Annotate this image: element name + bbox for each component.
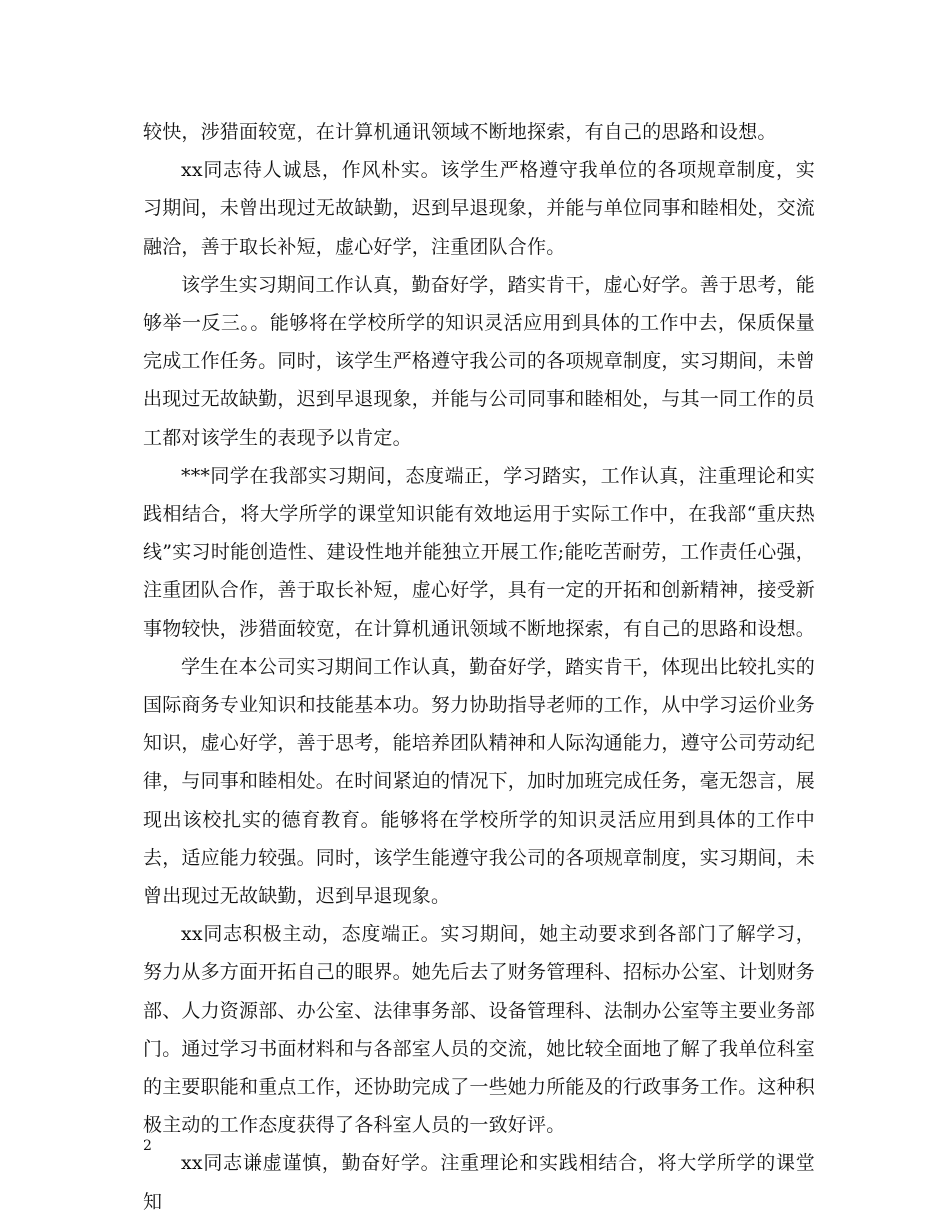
page-number: 2 xyxy=(143,1138,152,1154)
paragraph-continuation: 较快，涉猎面较宽，在计算机通讯领域不断地探索，有自己的思路和设想。 xyxy=(143,121,777,143)
paragraph: ***同学在我部实习期间，态度端正，学习踏实，工作认真，注重理论和实践相结合，将大学所学的课堂知识能有效地运用于实际工作中，在我部“重庆热线”实习时能创造性、建设性地并能独立开展工作;能吃苦耐劳，工作责任心强，注重团队合作，善于取长补短，虚心好学，具有一定的开拓和创新精神，接受新事物较快，涉猎面较宽，在计算机通讯领域不断地探索，有自己的思路和设想。 xyxy=(143,464,816,640)
paragraph-truncated: xx同志谦虚谨慎，勤奋好学。注重理论和实践相结合，将大学所学的课堂知 xyxy=(143,1152,815,1213)
paragraph: 学生在本公司实习期间工作认真，勤奋好学，踏实肯干，体现出比较扎实的国际商务专业知识和技能基本功。努力协助指导老师的工作，从中学习运价业务知识，虚心好学，善于思考，能培养团队精神和人际沟通能力，遵守公司劳动纪律，与同事和睦相处。在时间紧迫的情况下，加时加班完成任务，毫无怨言，展现出该校扎实的德育教育。能够将在学校所学的知识灵活应用到具体的工作中去，适应能力较强。同时，该学生能遵守我公司的各项规章制度，实习期间，未曾出现过无故缺勤，迟到早退现象。 xyxy=(143,655,816,908)
paragraph: xx同志待人诚恳，作风朴实。该学生严格遵守我单位的各项规章制度，实习期间，未曾出现过无故缺勤，迟到早退现象，并能与单位同事和睦相处，交流融洽，善于取长补短，虚心好学，注重团队合作。 xyxy=(143,159,816,258)
paragraph: xx同志积极主动，态度端正。实习期间，她主动要求到各部门了解学习，努力从多方面开拓自己的眼界。她先后去了财务管理科、招标办公室、计划财务部、人力资源部、办公室、法律事务部、设备管理科、法制办公室等主要业务部门。通过学习书面材料和与各部室人员的交流，她比较全面地了解了我单位科室的主要职能和重点工作，还协助完成了一些她力所能及的行政事务工作。这种积极主动的工作态度获得了各科室人员的一致好评。 xyxy=(143,923,816,1137)
paragraph: 该学生实习期间工作认真，勤奋好学，踏实肯干，虚心好学。善于思考，能够举一反三。。能够将在学校所学的知识灵活应用到具体的工作中去，保质保量完成工作任务。同时，该学生严格遵守我公司的各项规章制度，实习期间，未曾出现过无故缺勤，迟到早退现象，并能与公司同事和睦相处，与其一同工作的员工都对该学生的表现予以肯定。 xyxy=(143,273,816,449)
document-body xyxy=(143,113,815,1221)
